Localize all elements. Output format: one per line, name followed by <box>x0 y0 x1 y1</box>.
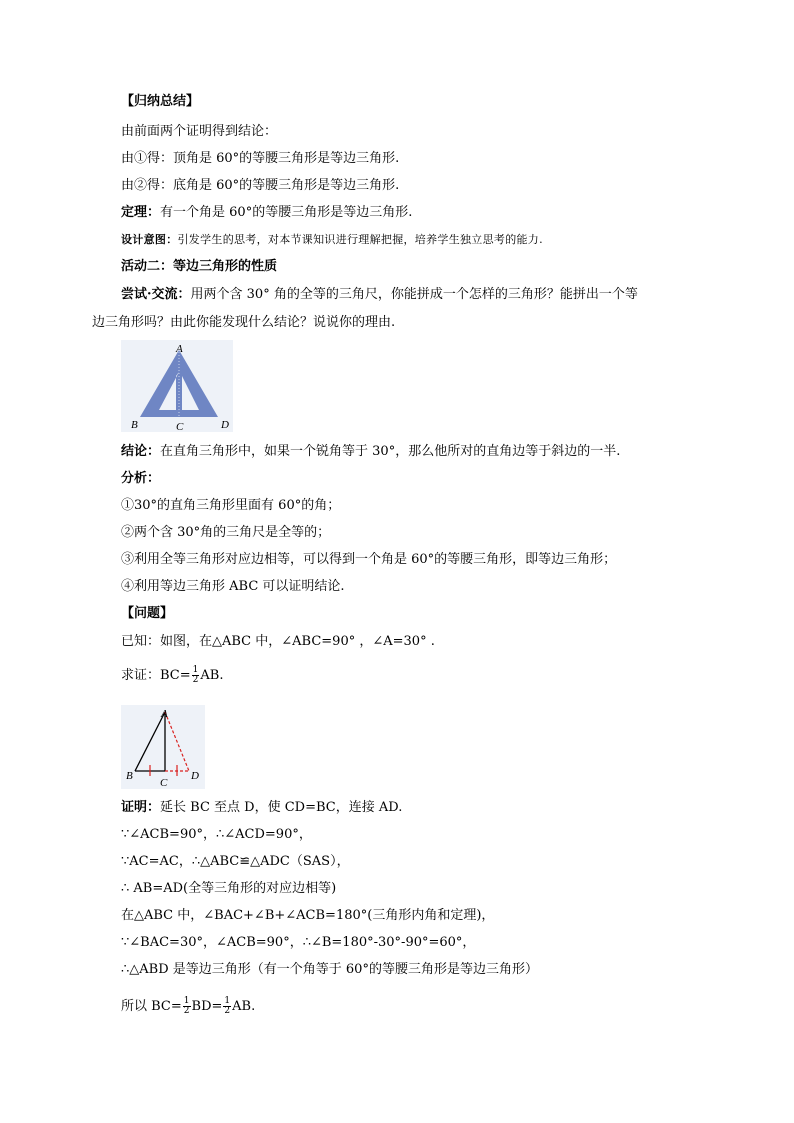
figure-2-label-c: C <box>160 777 168 789</box>
proof-step-6: ∴△ABD 是等边三角形（有一个角等于 60°的等腰三角形是等边三角形） <box>121 962 538 977</box>
proof-step-0-text: 延长 BC 至点 D，使 CD=BC，连接 AD. <box>160 800 403 815</box>
figure-1-label-b: B <box>131 419 138 431</box>
fraction-denominator: 2 <box>224 1006 231 1016</box>
proof-final <box>121 997 255 1016</box>
prove-suffix: AB. <box>200 668 224 683</box>
try-exchange-line-1 <box>121 287 638 303</box>
analysis-item-4: ④利用等边三角形 ABC 可以证明结论. <box>121 579 345 594</box>
analysis-item-2: ②两个含 30°角的三角尺是全等的； <box>121 525 331 540</box>
fraction-one-half <box>192 666 200 685</box>
try-exchange-line-2: 边三角形吗？由此你能发现什么结论？说说你的理由. <box>92 315 396 330</box>
figure-1-label-a: A <box>176 343 183 355</box>
summary-heading: 【归纳总结】 <box>121 94 200 109</box>
conclusion-label: 结论： <box>121 444 161 459</box>
conclusion-text: 在直角三角形中，如果一个锐角等于 30°，那么他所对的直角边等于斜边的一半. <box>160 444 621 459</box>
analysis-item-3: ③利用全等三角形对应边相等，可以得到一个角是 60°的等腰三角形，即等边三角形； <box>121 552 617 567</box>
activity-two-heading: 活动二：等边三角形的性质 <box>121 259 278 274</box>
prove-prefix: 求证：BC= <box>121 668 191 683</box>
proof-step-0 <box>121 800 402 816</box>
right-triangle-figure <box>121 705 205 789</box>
summary-item-1: 由①得：顶角是 60°的等腰三角形是等边三角形. <box>121 151 400 166</box>
figure-2-label-b: B <box>126 770 133 782</box>
fraction-numerator: 1 <box>183 996 190 1006</box>
theorem-line <box>121 205 412 221</box>
proof-step-5: ∵∠BAC=30°，∠ACB=90°，∴∠B=180°-30°-90°=60°， <box>121 935 476 950</box>
analysis-label: 分析： <box>121 471 161 486</box>
summary-item-2: 由②得：底角是 60°的等腰三角形是等边三角形. <box>121 178 400 193</box>
fraction-one-half-2 <box>223 997 231 1016</box>
fraction-one-half-1 <box>183 997 191 1016</box>
final-mid: BD= <box>191 999 223 1014</box>
try-exchange-text-1: 用两个含 30° 角的全等的三角尺，你能拼成一个怎样的三角形？能拼出一个等 <box>190 287 638 302</box>
figure-2-label-d: D <box>191 770 199 782</box>
figure-1-label-d: D <box>221 419 229 431</box>
fraction-denominator: 2 <box>183 1006 190 1016</box>
figure-2-label-a: A <box>161 708 168 720</box>
conclusion-line <box>121 444 620 460</box>
fraction-numerator: 1 <box>192 665 199 675</box>
design-intent-line <box>121 232 543 248</box>
try-exchange-label: 尝试·交流： <box>121 287 191 302</box>
figure-1-label-c: C <box>176 421 184 432</box>
proof-step-1: ∵∠ACB=90°，∴∠ACD=90°， <box>121 827 312 842</box>
problem-given: 已知：如图，在△ABC 中，∠ABC=90° ，∠A=30° . <box>121 634 435 649</box>
fraction-denominator: 2 <box>192 675 199 685</box>
fraction-numerator: 1 <box>224 996 231 1006</box>
theorem-label: 定理： <box>121 205 161 220</box>
final-suffix: AB. <box>232 999 256 1014</box>
analysis-item-1: ①30°的直角三角形里面有 60°的角； <box>121 498 341 513</box>
proof-step-2: ∵AC=AC，∴△ABC≌△ADC（SAS）， <box>121 854 350 869</box>
proof-step-3: ∴ AB=AD(全等三角形的对应边相等) <box>121 881 337 896</box>
set-square-figure <box>121 340 233 432</box>
final-prefix: 所以 BC= <box>121 999 182 1014</box>
problem-prove <box>121 666 223 685</box>
theorem-text: 有一个角是 60°的等腰三角形是等边三角形. <box>160 205 413 220</box>
proof-label: 证明： <box>121 800 161 815</box>
design-intent-label: 设计意图： <box>121 233 178 246</box>
summary-intro: 由前面两个证明得到结论： <box>121 124 278 139</box>
design-intent-text: 引发学生的思考，对本节课知识进行理解把握，培养学生独立思考的能力. <box>177 233 543 246</box>
proof-step-4: 在△ABC 中，∠BAC+∠B+∠ACB=180°(三角形内角和定理)， <box>121 908 495 923</box>
problem-heading: 【问题】 <box>121 606 174 621</box>
